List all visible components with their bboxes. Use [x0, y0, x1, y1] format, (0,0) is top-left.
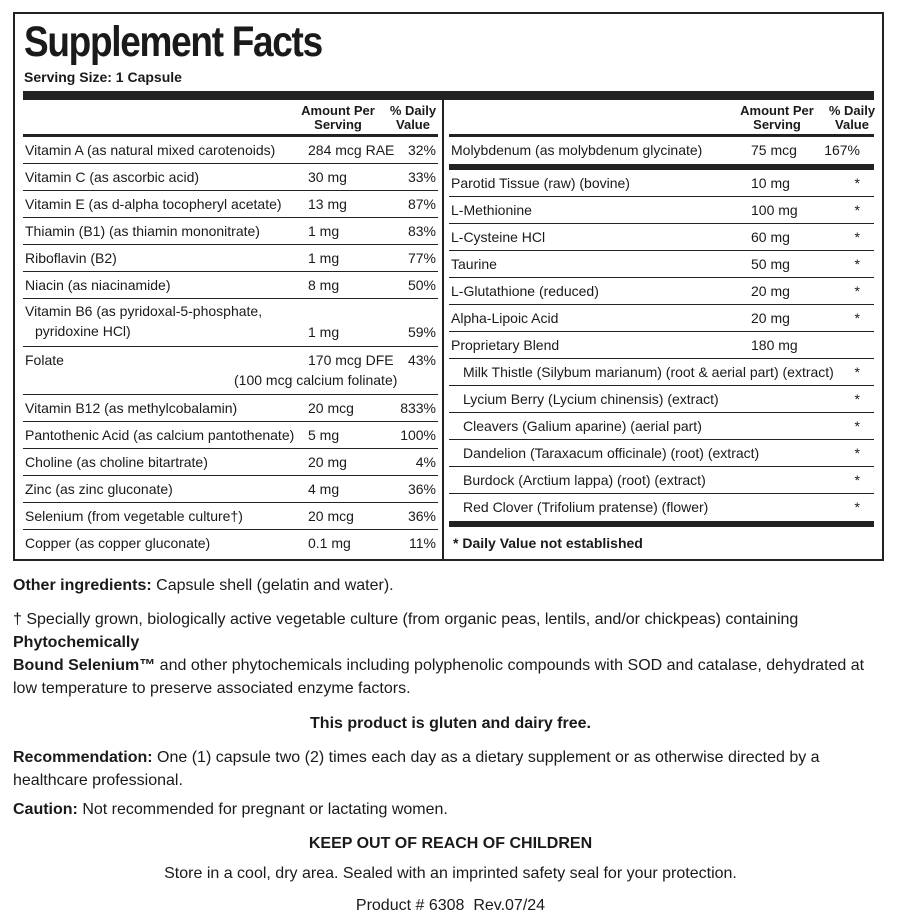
right-column-header [449, 100, 874, 137]
nutrient-name-line1: Vitamin B6 (as pyridoxal-5-phosphate, [25, 303, 263, 319]
other-ingredients-label: Other ingredients: [13, 577, 152, 594]
nutrient-name: Pantothenic Acid (as calcium pantothenate) [25, 427, 295, 443]
blend-ingredient-row [449, 386, 874, 413]
ingredient-dv: * [854, 256, 860, 272]
nutrient-subnote: (100 mcg calcium folinate) [234, 372, 398, 388]
nutrient-row [23, 347, 438, 395]
nutrient-dv: 77% [407, 250, 436, 266]
thick-divider [23, 91, 874, 100]
nutrient-name: Vitamin A (as natural mixed carotenoids) [25, 142, 276, 158]
molybdenum-row [449, 137, 874, 164]
nutrient-row [23, 530, 438, 557]
gluten-free-statement [13, 712, 888, 735]
dv-header-line1: % Daily [389, 103, 437, 118]
nutrient-amount: 75 mcg [751, 142, 797, 158]
ingredient-row [449, 305, 874, 332]
ingredient-row [449, 170, 874, 197]
blend-ingredient-name: Cleavers (Galium aparine) (aerial part) [463, 418, 702, 434]
caution [13, 798, 888, 821]
dv-header-line2: Value [396, 117, 430, 132]
amount-header [732, 104, 822, 132]
blend-rows [449, 359, 874, 521]
nutrient-dv: 33% [407, 169, 436, 185]
daily-value-note: * Daily Value not established [453, 535, 643, 551]
blend-ingredient-dv: * [854, 364, 860, 380]
ingredient-amount: 100 mg [751, 202, 798, 218]
nutrient-row [23, 395, 438, 422]
blend-ingredient-row [449, 440, 874, 467]
nutrient-amount: 20 mg [308, 454, 347, 470]
nutrient-amount: 170 mcg DFE [308, 352, 394, 368]
ingredient-name: L-Methionine [451, 202, 532, 218]
nutrient-amount: 284 mcg RAE [308, 142, 395, 158]
supplement-facts-panel [13, 12, 884, 561]
blend-ingredient-dv: * [854, 445, 860, 461]
nutrient-name: Molybdenum (as molybdenum glycinate) [451, 142, 703, 158]
ingredient-dv: * [854, 202, 860, 218]
nutrient-name: Choline (as choline bitartrate) [25, 454, 208, 470]
nutrient-row [23, 476, 438, 503]
recommendation-text: One (1) capsule two (2) times each day as a dietary supplement or as otherwise directed by a healthcare professional. [13, 749, 820, 789]
nutrient-row [23, 245, 438, 272]
nutrient-name: Vitamin E (as d-alpha tocopheryl acetate) [25, 196, 282, 212]
footnote-line: † Specially grown, biologically active vegetable culture (from organic peas, lentils, and/or chickpeas) containing [13, 611, 799, 628]
other-ingredients [13, 574, 888, 597]
ingredient-amount: 50 mg [751, 256, 790, 272]
nutrient-name: Niacin (as niacinamide) [25, 277, 171, 293]
nutrient-row [23, 218, 438, 245]
nutrient-dv: 59% [407, 324, 436, 340]
nutrient-amount: 20 mcg [308, 400, 354, 416]
ingredient-dv: * [854, 229, 860, 245]
ingredient-row [449, 224, 874, 251]
keep-out-warning [13, 832, 888, 855]
nutrient-row [23, 191, 438, 218]
nutrient-name: Zinc (as zinc gluconate) [25, 481, 173, 497]
amount-header-line1: Amount Per [301, 103, 375, 118]
nutrient-row [23, 299, 438, 347]
nutrient-name: Riboflavin (B2) [25, 250, 117, 266]
ingredient-dv: * [854, 283, 860, 299]
nutrient-name [25, 301, 262, 341]
left-column-header [23, 100, 438, 137]
footnote-bold-2: Bound Selenium™ [13, 657, 156, 674]
nutrient-name: Folate [25, 352, 64, 368]
amount-header-line2: Serving [314, 117, 362, 132]
column-divider [442, 99, 444, 561]
nutrient-dv: 83% [407, 223, 436, 239]
nutrient-amount: 0.1 mg [308, 535, 351, 551]
blend-ingredient-name: Milk Thistle (Silybum marianum) (root & aerial part) (extract) [463, 364, 834, 380]
nutrient-dv: 833% [400, 400, 436, 416]
nutrient-amount: 1 mg [308, 324, 340, 340]
amount-header [293, 104, 383, 132]
caution-label: Caution: [13, 801, 78, 818]
dv-header-line2: Value [835, 117, 869, 132]
nutrient-amount: 8 mg [308, 277, 340, 293]
nutrient-amount: 1 mg [308, 250, 340, 266]
caution-text: Not recommended for pregnant or lactating women. [77, 801, 448, 818]
dv-header-line1: % Daily [828, 103, 876, 118]
blend-ingredient-row [449, 467, 874, 494]
nutrient-amount: 30 mg [308, 169, 347, 185]
nutrient-name: Selenium (from vegetable culture†) [25, 508, 243, 524]
ingredient-amount: 20 mg [751, 310, 790, 326]
ingredient-name: L-Cysteine HCl [451, 229, 546, 245]
left-nutrient-column [23, 100, 438, 557]
ingredient-name: Proprietary Blend [451, 337, 560, 353]
panel-title: Supplement Facts [24, 18, 322, 66]
gluten-free-text: This product is gluten and dairy free. [310, 715, 591, 732]
nutrient-dv: 4% [415, 454, 436, 470]
footnote-rest: and other phytochemicals including polyphenolic compounds with SOD and catalase, dehydrated at low temperature to preserve associated enzyme factors. [13, 657, 865, 697]
nutrient-name: Thiamin (B1) (as thiamin mononitrate) [25, 223, 260, 239]
other-ingredients-text: Capsule shell (gelatin and water). [151, 577, 394, 594]
nutrient-row [23, 137, 438, 164]
amount-header-line1: Amount Per [740, 103, 814, 118]
nutrient-row [23, 422, 438, 449]
daily-value-header [827, 104, 877, 132]
right-rows [449, 170, 874, 359]
daily-value-header [388, 104, 438, 132]
ingredient-name: Taurine [451, 256, 497, 272]
ingredient-row [449, 251, 874, 278]
nutrient-dv: 11% [409, 535, 436, 551]
blend-ingredient-name: Red Clover (Trifolium pratense) (flower) [463, 499, 709, 515]
nutrient-dv: 100% [400, 427, 436, 443]
footnote-bold-1: Phytochemically [13, 634, 140, 651]
blend-ingredient-row [449, 494, 874, 521]
blend-ingredient-name: Burdock (Arctium lappa) (root) (extract) [463, 472, 706, 488]
nutrient-row [23, 449, 438, 476]
ingredient-row [449, 197, 874, 224]
ingredient-amount: 180 mg [751, 337, 798, 353]
thick-divider [449, 521, 874, 527]
blend-ingredient-dv: * [854, 499, 860, 515]
left-rows [23, 137, 438, 557]
blend-ingredient-name: Dandelion (Taraxacum officinale) (root) (extract) [463, 445, 760, 461]
blend-ingredient-dv: * [854, 418, 860, 434]
nutrient-dv: 87% [407, 196, 436, 212]
ingredient-row [449, 332, 874, 359]
selenium-footnote [13, 608, 888, 700]
nutrient-amount: 20 mcg [308, 508, 354, 524]
ingredient-name: L-Glutathione (reduced) [451, 283, 599, 299]
ingredient-dv: * [854, 175, 860, 191]
nutrient-row [23, 272, 438, 299]
nutrient-dv: 36% [407, 481, 436, 497]
ingredient-amount: 60 mg [751, 229, 790, 245]
nutrient-amount: 13 mg [308, 196, 347, 212]
nutrient-name-line2: pyridoxine HCl) [35, 323, 131, 339]
ingredient-amount: 20 mg [751, 283, 790, 299]
right-nutrient-column [449, 100, 874, 556]
nutrient-dv: 167% [824, 142, 860, 158]
nutrient-amount: 4 mg [308, 481, 340, 497]
amount-header-line2: Serving [753, 117, 801, 132]
blend-ingredient-row [449, 359, 874, 386]
nutrient-dv: 43% [407, 352, 436, 368]
keep-out-text: KEEP OUT OF REACH OF CHILDREN [308, 835, 593, 852]
nutrient-dv: 32% [407, 142, 436, 158]
blend-ingredient-row [449, 413, 874, 440]
storage-instructions: Store in a cool, dry area. Sealed with an imprinted safety seal for your protection. [164, 865, 737, 882]
nutrient-name: Copper (as copper gluconate) [25, 535, 211, 551]
blend-ingredient-dv: * [854, 391, 860, 407]
product-number: Product # 6308 Rev.07/24 [355, 897, 546, 914]
ingredient-name: Alpha-Lipoic Acid [451, 310, 559, 326]
nutrient-name: Vitamin C (as ascorbic acid) [25, 169, 200, 185]
blend-ingredient-name: Lycium Berry (Lycium chinensis) (extract) [463, 391, 719, 407]
recommendation [13, 746, 888, 792]
blend-ingredient-dv: * [854, 472, 860, 488]
nutrient-row [23, 164, 438, 191]
nutrient-row [23, 503, 438, 530]
ingredient-row [449, 278, 874, 305]
nutrient-name: Vitamin B12 (as methylcobalamin) [25, 400, 238, 416]
nutrient-dv: 50% [407, 277, 436, 293]
serving-size: Serving Size: 1 Capsule [24, 69, 182, 85]
nutrient-amount: 5 mg [308, 427, 340, 443]
recommendation-label: Recommendation: [13, 749, 153, 766]
ingredient-dv: * [854, 310, 860, 326]
nutrient-dv: 36% [407, 508, 436, 524]
ingredient-name: Parotid Tissue (raw) (bovine) [451, 175, 630, 191]
ingredient-amount: 10 mg [751, 175, 790, 191]
nutrient-amount: 1 mg [308, 223, 340, 239]
